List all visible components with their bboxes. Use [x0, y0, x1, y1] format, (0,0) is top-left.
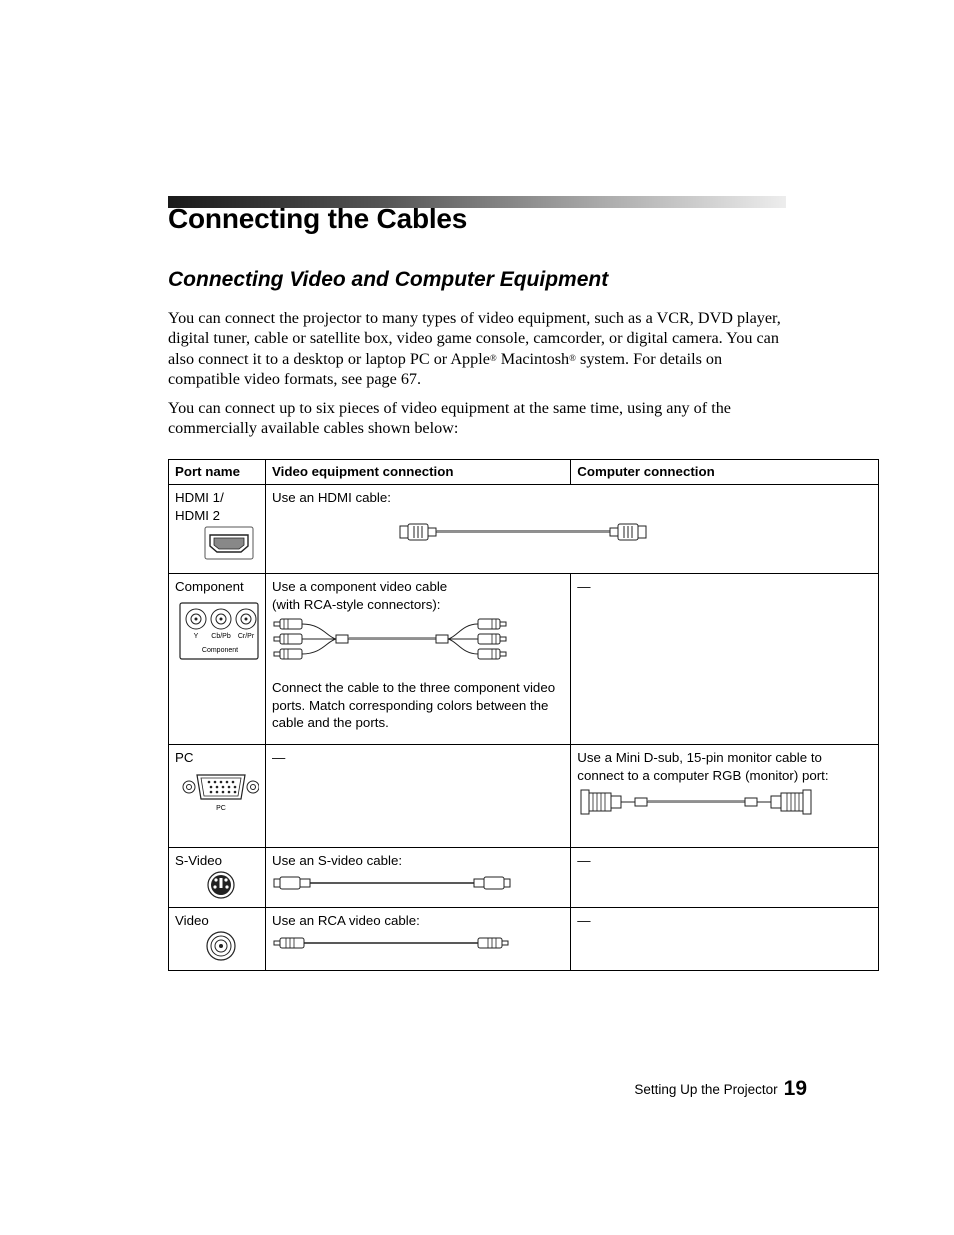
rca-cable-cell — [266, 908, 571, 971]
port-name-video: Video — [175, 913, 209, 928]
component-panel-label: Component — [201, 646, 239, 654]
component-computer-cell — [571, 574, 879, 745]
rca-port-icon — [175, 930, 259, 962]
vga-cable-icon — [577, 784, 817, 824]
registered-mark: ® — [489, 352, 497, 363]
table-header-row — [169, 460, 879, 485]
page-title: Connecting the Cables — [168, 203, 468, 234]
header-port-name: Port name — [169, 460, 266, 485]
jack-label-cr-pr: Cr/Pr — [237, 632, 255, 640]
component-port-icon — [175, 596, 259, 662]
table-row — [169, 574, 879, 745]
component-cable-cell — [266, 574, 571, 745]
cables-paragraph: You can connect up to six pieces of video equipment at the same time, using any of the commercially available cables shown below: — [168, 399, 731, 438]
port-name-hdmi-2: HDMI 2 — [175, 507, 221, 523]
port-cell-pc — [169, 745, 266, 848]
header-computer-connection: Computer connection — [571, 460, 879, 485]
no-connection-dash: — — [272, 750, 286, 765]
pc-cable-text: Use a Mini D-sub, 15-pin monitor cable to connect to a computer RGB (monitor) port: — [577, 750, 829, 783]
port-cell-video — [169, 908, 266, 971]
component-cable-note: Connect the cable to the three component video ports. Match corresponding colors between the cable and the ports. — [272, 680, 556, 730]
jack-label-y: Y — [193, 632, 199, 640]
connection-table — [168, 459, 879, 971]
component-cable-icon — [272, 613, 512, 673]
component-cable-text-1: Use a component video cable — [272, 579, 448, 594]
port-cell-hdmi — [169, 485, 266, 574]
pc-video-cell — [266, 745, 571, 848]
jack-label-cb-pb: Cb/Pb — [211, 632, 231, 640]
intro-text-a: You can connect the projector to many types of video equipment, such as a VCR, DVD player, digital tuner, cable or satellite box, video game console, camcorder, or digital camera. You can also connect it to a desktop or laptop PC or Apple — [168, 309, 781, 368]
svideo-cable-icon — [272, 870, 512, 898]
port-name-hdmi-1: HDMI 1/ — [175, 490, 224, 505]
component-cable-text-2: (with RCA-style connectors): — [272, 596, 441, 612]
pc-computer-cell — [571, 745, 879, 848]
port-name-component: Component — [175, 579, 244, 594]
hdmi-cable-cell — [266, 485, 879, 574]
pc-panel-label: PC — [216, 804, 226, 812]
port-cell-component — [169, 574, 266, 745]
no-connection-dash: — — [577, 853, 591, 868]
header-video-connection: Video equipment connection — [266, 460, 571, 485]
page-number: 19 — [783, 1077, 807, 1100]
svideo-computer-cell — [571, 848, 879, 908]
footer-section-title: Setting Up the Projector — [634, 1082, 778, 1097]
table-row — [169, 848, 879, 908]
intro-text-c: system. For details on compatible video formats, see page 67. — [168, 349, 723, 388]
intro-text-b: Macintosh — [496, 349, 570, 368]
no-connection-dash: — — [577, 913, 591, 928]
svideo-port-icon — [175, 870, 259, 900]
intro-paragraph — [168, 308, 788, 389]
no-connection-dash: — — [577, 579, 591, 594]
rca-cable-text: Use an RCA video cable: — [272, 913, 420, 928]
svideo-cable-cell — [266, 848, 571, 908]
section-heading: Connecting Video and Computer Equipment — [168, 268, 609, 291]
svideo-cable-text: Use an S-video cable: — [272, 853, 403, 868]
table-row — [169, 745, 879, 848]
page-footer — [634, 1076, 807, 1100]
port-cell-svideo — [169, 848, 266, 908]
rca-cable-icon — [272, 930, 512, 958]
hdmi-port-icon — [175, 524, 259, 566]
hdmi-cable-icon — [272, 507, 872, 551]
port-name-svideo: S-Video — [175, 853, 223, 868]
video-computer-cell — [571, 908, 879, 971]
port-name-pc: PC — [175, 750, 194, 765]
registered-mark: ® — [569, 352, 576, 363]
table-row — [169, 908, 879, 971]
vga-port-icon — [175, 767, 259, 815]
table-row — [169, 485, 879, 574]
hdmi-cable-text: Use an HDMI cable: — [272, 490, 391, 505]
